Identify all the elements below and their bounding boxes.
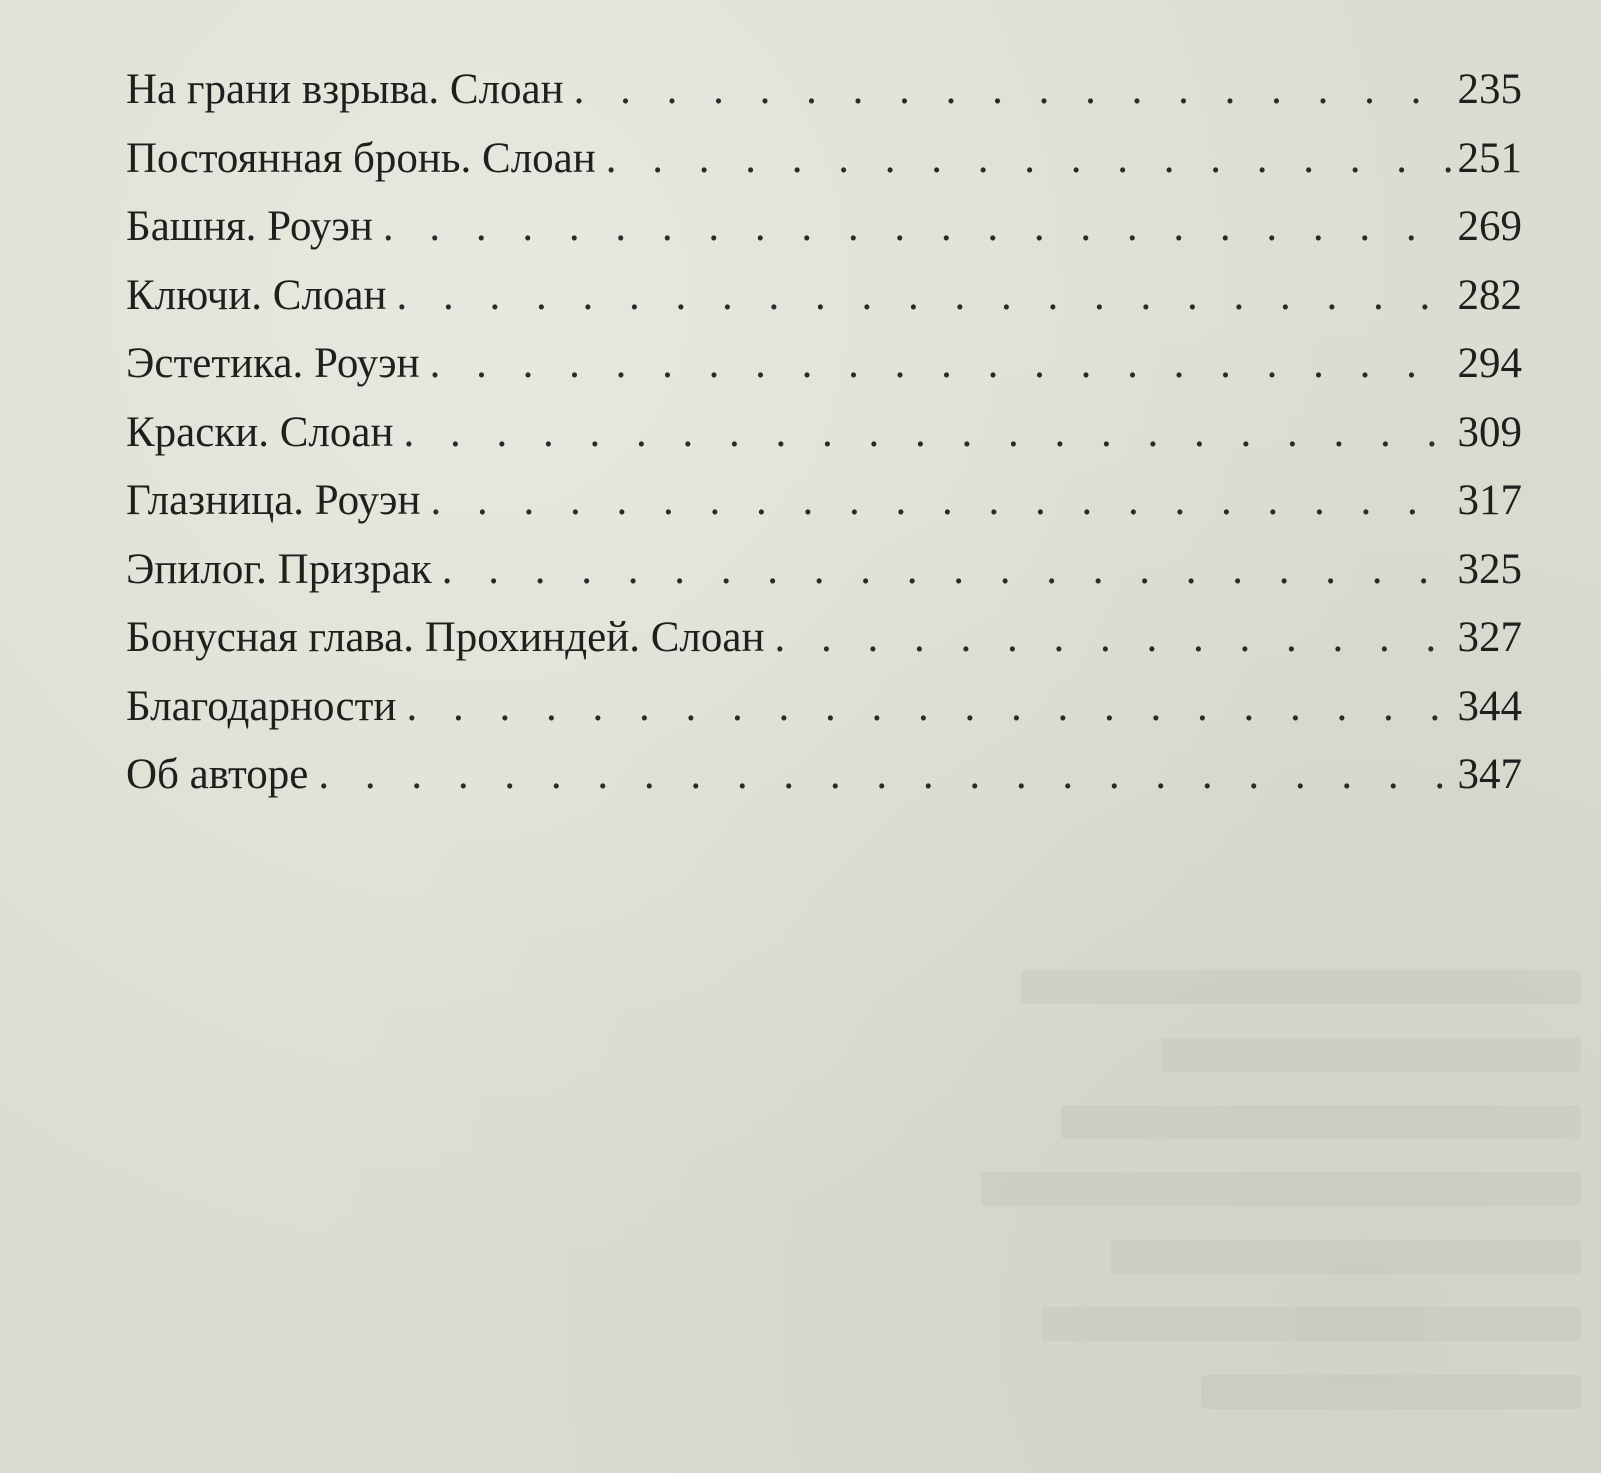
table-of-contents [126, 56, 1522, 810]
dot-leader [383, 193, 1452, 262]
toc-entry-page: 347 [1457, 751, 1522, 798]
toc-entry-title: Бонусная глава. Прохиндей. Слоан [126, 614, 765, 661]
toc-entry-page: 235 [1457, 66, 1522, 113]
show-through-text [981, 950, 1601, 1473]
toc-entry-page: 251 [1457, 134, 1522, 182]
toc-entry[interactable] [126, 193, 1522, 262]
toc-entry-title: На грани взрыва. Слоан [126, 66, 564, 113]
dot-leader [406, 673, 1451, 742]
dot-leader [404, 399, 1452, 468]
toc-entry[interactable] [126, 604, 1522, 673]
toc-entry[interactable] [126, 125, 1522, 194]
toc-entry-title: Башня. Роуэн [126, 203, 373, 250]
toc-entry-title: Об авторе [126, 751, 309, 798]
toc-entry-title: Эстетика. Роуэн [126, 340, 420, 387]
toc-entry-page: 344 [1457, 682, 1522, 730]
toc-entry[interactable] [126, 330, 1522, 399]
toc-entry[interactable] [126, 741, 1522, 810]
dot-leader [442, 536, 1452, 605]
toc-entry-page: 325 [1457, 545, 1522, 593]
dot-leader [430, 330, 1452, 399]
toc-entry-page: 317 [1457, 477, 1522, 524]
dot-leader [574, 56, 1452, 125]
toc-entry-title: Эпилог. Призрак [126, 545, 432, 593]
toc-entry-page: 309 [1457, 408, 1522, 456]
toc-entry-page: 294 [1457, 340, 1522, 387]
toc-entry-title: Постоянная бронь. Слоан [126, 134, 596, 182]
dot-leader [430, 467, 1451, 536]
dot-leader [397, 262, 1452, 331]
toc-entry-title: Благодарности [126, 682, 397, 730]
toc-entry-page: 269 [1457, 203, 1522, 250]
toc-entry[interactable] [126, 262, 1522, 331]
dot-leader [318, 741, 1451, 810]
dot-leader [606, 125, 1452, 194]
toc-entry[interactable] [126, 536, 1522, 605]
toc-entry-title: Ключи. Слоан [126, 271, 387, 319]
toc-entry-title: Глазница. Роуэн [126, 477, 421, 524]
dot-leader [774, 604, 1451, 673]
toc-entry[interactable] [126, 673, 1522, 742]
toc-entry-title: Краски. Слоан [126, 408, 394, 456]
toc-entry[interactable] [126, 467, 1522, 536]
toc-entry-page: 282 [1457, 271, 1522, 319]
toc-entry[interactable] [126, 399, 1522, 468]
toc-entry-page: 327 [1457, 614, 1522, 661]
toc-entry[interactable] [126, 56, 1522, 125]
